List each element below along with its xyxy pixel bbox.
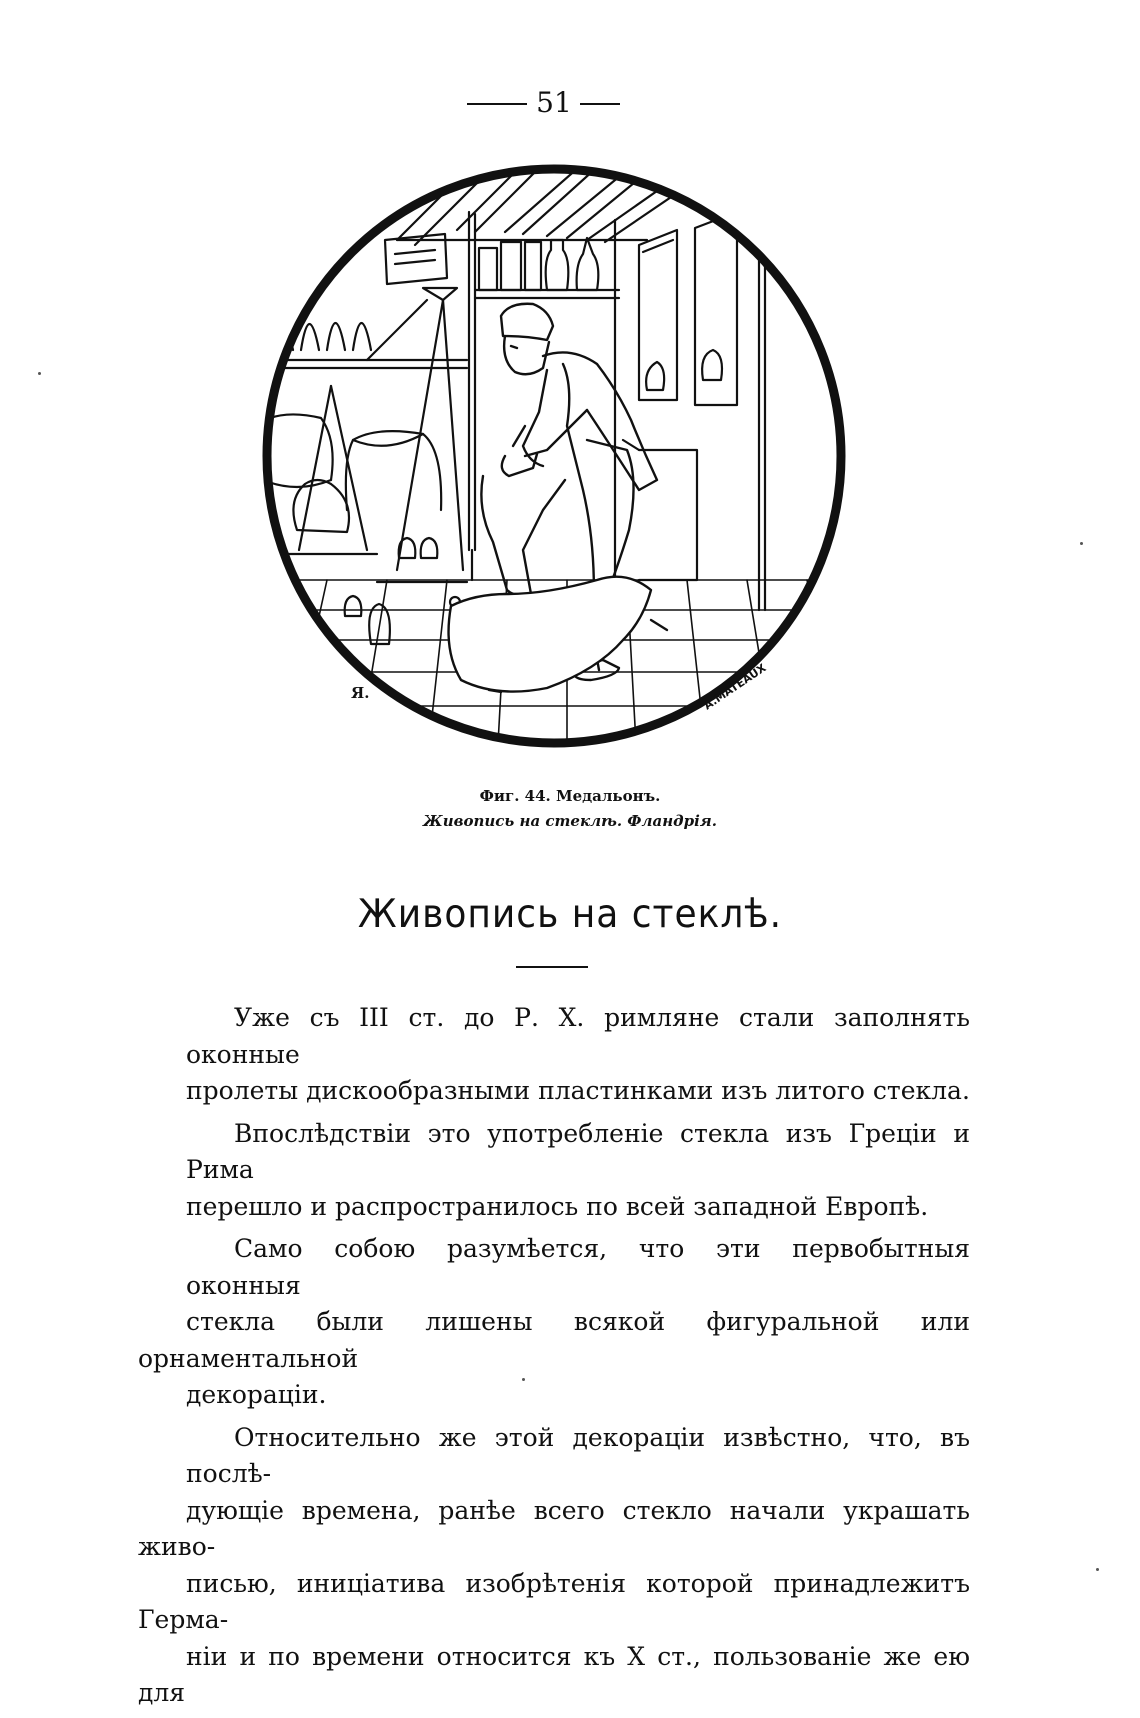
artist-signature: A.MATEAUX [701, 661, 769, 713]
text-line: декораціи. [186, 1380, 327, 1409]
scan-speck [38, 372, 41, 375]
scan-speck [1080, 542, 1083, 545]
text-line: Относительно же этой декораціи извѣстно, что, въ послѣ- [186, 1422, 970, 1488]
header-rule-right [580, 103, 620, 105]
title-rule [516, 966, 588, 968]
window-niches [639, 212, 737, 405]
back-walls [267, 190, 765, 610]
paragraph-1 [138, 1000, 970, 1110]
text-line: писью, иниціатива изобрѣтенія которой принадлежитъ Герма- [138, 1568, 970, 1634]
header-rule-left [467, 103, 527, 105]
paragraph-3 [138, 1231, 970, 1414]
jar-shelf [475, 238, 619, 298]
text-line: пролеты дискообразными пластинками изъ литого стекла. [186, 1076, 970, 1105]
caption-line-1: Фиг. 44. Медальонъ. [479, 787, 661, 805]
text-line: стекла были лишены всякой фигуральной или орнаментальной [138, 1307, 970, 1373]
medallion-illustration [247, 150, 863, 762]
section-title: Живопись на стеклѣ. [357, 891, 783, 937]
text-line: Само собою разумѣется, что эти первобытныя оконныя [186, 1234, 970, 1300]
caption-line-2: Живопись на стеклѣ. Фландрія. [423, 812, 717, 830]
text-line: дующіе времена, ранѣе всего стекло начали украшать живо- [138, 1495, 970, 1561]
hanging-sign [385, 234, 447, 284]
balance-scale [283, 288, 467, 582]
artist-monogram: Я. [351, 684, 370, 702]
scan-speck [522, 1378, 525, 1381]
page-number: 51 [536, 86, 572, 119]
figure-caption [0, 784, 1140, 834]
text-line: перешло и распространилось по всей западной Европѣ. [186, 1191, 929, 1221]
body-text [138, 1000, 970, 1718]
text-line: Впослѣдствіи это употребленіе стекла изъ Греціи и Рима [186, 1118, 970, 1184]
apothecary-figure [449, 304, 667, 692]
scan-speck [1096, 1568, 1099, 1571]
text-line: ніи и по времени относится къ Х ст., пользованіе же ею для [138, 1641, 970, 1707]
counter [623, 440, 697, 580]
text-line: Уже съ III ст. до Р. Х. римляне стали заполнять оконные [186, 1003, 970, 1069]
page-header [0, 88, 1140, 118]
medallion-drawing [247, 150, 863, 762]
paragraph-2 [138, 1116, 970, 1226]
paragraph-4 [138, 1420, 970, 1712]
